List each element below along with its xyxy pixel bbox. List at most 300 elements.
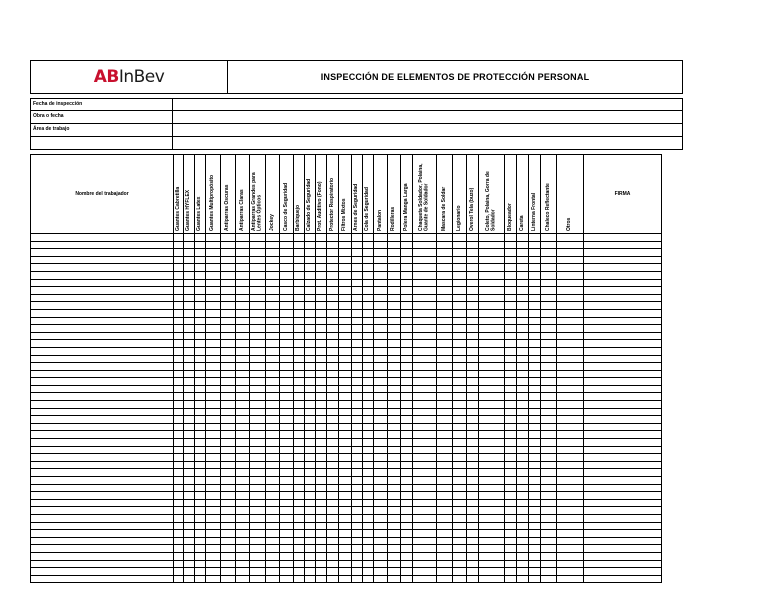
ppe-check-cell[interactable] [479, 401, 505, 409]
ppe-check-cell[interactable] [250, 461, 266, 469]
ppe-check-cell[interactable] [557, 234, 584, 242]
ppe-check-cell[interactable] [505, 325, 517, 333]
ppe-check-cell[interactable] [529, 363, 541, 371]
ppe-check-cell[interactable] [388, 522, 401, 530]
ppe-check-cell[interactable] [327, 454, 339, 462]
ppe-check-cell[interactable] [352, 363, 363, 371]
ppe-check-cell[interactable] [363, 552, 374, 560]
ppe-check-cell[interactable] [374, 560, 388, 568]
ppe-check-cell[interactable] [453, 484, 467, 492]
ppe-check-cell[interactable] [174, 514, 184, 522]
ppe-check-cell[interactable] [413, 340, 437, 348]
ppe-check-cell[interactable] [305, 294, 316, 302]
ppe-check-cell[interactable] [541, 575, 557, 583]
ppe-check-cell[interactable] [316, 469, 327, 477]
ppe-check-cell[interactable] [541, 302, 557, 310]
ppe-check-cell[interactable] [250, 279, 266, 287]
ppe-check-cell[interactable] [236, 477, 250, 485]
ppe-check-cell[interactable] [327, 492, 339, 500]
ppe-check-cell[interactable] [363, 234, 374, 242]
ppe-check-cell[interactable] [305, 522, 316, 530]
ppe-check-cell[interactable] [401, 499, 413, 507]
ppe-check-cell[interactable] [294, 256, 305, 264]
ppe-check-cell[interactable] [388, 241, 401, 249]
ppe-check-cell[interactable] [437, 370, 453, 378]
ppe-check-cell[interactable] [529, 484, 541, 492]
ppe-check-cell[interactable] [479, 340, 505, 348]
ppe-check-cell[interactable] [505, 401, 517, 409]
ppe-check-cell[interactable] [401, 560, 413, 568]
ppe-check-cell[interactable] [437, 317, 453, 325]
ppe-check-cell[interactable] [195, 271, 206, 279]
ppe-check-cell[interactable] [413, 545, 437, 553]
ppe-check-cell[interactable] [453, 507, 467, 515]
ppe-check-cell[interactable] [266, 370, 280, 378]
ppe-check-cell[interactable] [236, 264, 250, 272]
ppe-check-cell[interactable] [352, 271, 363, 279]
ppe-check-cell[interactable] [236, 256, 250, 264]
ppe-check-cell[interactable] [529, 454, 541, 462]
ppe-check-cell[interactable] [517, 537, 529, 545]
ppe-check-cell[interactable] [236, 507, 250, 515]
ppe-check-cell[interactable] [517, 545, 529, 553]
ppe-check-cell[interactable] [327, 385, 339, 393]
ppe-check-cell[interactable] [236, 484, 250, 492]
ppe-check-cell[interactable] [467, 287, 479, 295]
ppe-check-cell[interactable] [316, 317, 327, 325]
ppe-check-cell[interactable] [541, 393, 557, 401]
ppe-check-cell[interactable] [363, 370, 374, 378]
ppe-check-cell[interactable] [327, 423, 339, 431]
ppe-check-cell[interactable] [221, 325, 236, 333]
ppe-check-cell[interactable] [339, 264, 352, 272]
ppe-check-cell[interactable] [388, 552, 401, 560]
ppe-check-cell[interactable] [305, 385, 316, 393]
ppe-check-cell[interactable] [517, 499, 529, 507]
ppe-check-cell[interactable] [453, 294, 467, 302]
ppe-check-cell[interactable] [206, 385, 221, 393]
ppe-check-cell[interactable] [374, 294, 388, 302]
ppe-check-cell[interactable] [413, 560, 437, 568]
ppe-check-cell[interactable] [184, 241, 195, 249]
ppe-check-cell[interactable] [280, 264, 294, 272]
ppe-check-cell[interactable] [413, 431, 437, 439]
ppe-check-cell[interactable] [479, 431, 505, 439]
ppe-check-cell[interactable] [453, 279, 467, 287]
ppe-check-cell[interactable] [401, 249, 413, 257]
ppe-check-cell[interactable] [517, 363, 529, 371]
ppe-check-cell[interactable] [453, 309, 467, 317]
ppe-check-cell[interactable] [352, 423, 363, 431]
ppe-check-cell[interactable] [467, 249, 479, 257]
ppe-check-cell[interactable] [363, 332, 374, 340]
ppe-check-cell[interactable] [557, 287, 584, 295]
ppe-check-cell[interactable] [174, 484, 184, 492]
worker-name-cell[interactable] [31, 325, 174, 333]
ppe-check-cell[interactable] [479, 560, 505, 568]
worker-name-cell[interactable] [31, 560, 174, 568]
ppe-check-cell[interactable] [437, 560, 453, 568]
ppe-check-cell[interactable] [266, 454, 280, 462]
ppe-check-cell[interactable] [294, 393, 305, 401]
ppe-check-cell[interactable] [505, 484, 517, 492]
ppe-check-cell[interactable] [467, 241, 479, 249]
ppe-check-cell[interactable] [174, 302, 184, 310]
ppe-check-cell[interactable] [236, 370, 250, 378]
ppe-check-cell[interactable] [294, 332, 305, 340]
ppe-check-cell[interactable] [437, 234, 453, 242]
ppe-check-cell[interactable] [195, 461, 206, 469]
ppe-check-cell[interactable] [453, 317, 467, 325]
ppe-check-cell[interactable] [374, 537, 388, 545]
ppe-check-cell[interactable] [305, 492, 316, 500]
ppe-check-cell[interactable] [529, 317, 541, 325]
ppe-check-cell[interactable] [557, 560, 584, 568]
ppe-check-cell[interactable] [529, 332, 541, 340]
ppe-check-cell[interactable] [195, 454, 206, 462]
ppe-check-cell[interactable] [250, 423, 266, 431]
ppe-check-cell[interactable] [453, 385, 467, 393]
ppe-check-cell[interactable] [529, 256, 541, 264]
ppe-check-cell[interactable] [453, 234, 467, 242]
ppe-check-cell[interactable] [467, 423, 479, 431]
ppe-check-cell[interactable] [316, 423, 327, 431]
ppe-check-cell[interactable] [374, 340, 388, 348]
ppe-check-cell[interactable] [388, 393, 401, 401]
signature-cell[interactable] [584, 363, 662, 371]
ppe-check-cell[interactable] [195, 264, 206, 272]
ppe-check-cell[interactable] [505, 249, 517, 257]
ppe-check-cell[interactable] [352, 249, 363, 257]
ppe-check-cell[interactable] [206, 264, 221, 272]
ppe-check-cell[interactable] [467, 385, 479, 393]
ppe-check-cell[interactable] [221, 560, 236, 568]
ppe-check-cell[interactable] [280, 431, 294, 439]
ppe-check-cell[interactable] [250, 264, 266, 272]
ppe-check-cell[interactable] [327, 302, 339, 310]
ppe-check-cell[interactable] [374, 393, 388, 401]
ppe-check-cell[interactable] [413, 401, 437, 409]
ppe-check-cell[interactable] [221, 241, 236, 249]
ppe-check-cell[interactable] [236, 332, 250, 340]
signature-cell[interactable] [584, 416, 662, 424]
ppe-check-cell[interactable] [221, 393, 236, 401]
ppe-check-cell[interactable] [339, 401, 352, 409]
ppe-check-cell[interactable] [388, 507, 401, 515]
signature-cell[interactable] [584, 461, 662, 469]
ppe-check-cell[interactable] [250, 234, 266, 242]
ppe-check-cell[interactable] [266, 287, 280, 295]
ppe-check-cell[interactable] [413, 249, 437, 257]
ppe-check-cell[interactable] [339, 363, 352, 371]
ppe-check-cell[interactable] [363, 271, 374, 279]
ppe-check-cell[interactable] [363, 279, 374, 287]
ppe-check-cell[interactable] [505, 241, 517, 249]
ppe-check-cell[interactable] [221, 279, 236, 287]
ppe-check-cell[interactable] [184, 385, 195, 393]
ppe-check-cell[interactable] [174, 568, 184, 576]
signature-cell[interactable] [584, 484, 662, 492]
ppe-check-cell[interactable] [184, 355, 195, 363]
ppe-check-cell[interactable] [184, 264, 195, 272]
ppe-check-cell[interactable] [401, 363, 413, 371]
ppe-check-cell[interactable] [517, 484, 529, 492]
ppe-check-cell[interactable] [339, 340, 352, 348]
ppe-check-cell[interactable] [184, 423, 195, 431]
ppe-check-cell[interactable] [529, 378, 541, 386]
ppe-check-cell[interactable] [557, 309, 584, 317]
ppe-check-cell[interactable] [280, 370, 294, 378]
ppe-check-cell[interactable] [236, 492, 250, 500]
ppe-check-cell[interactable] [316, 385, 327, 393]
ppe-check-cell[interactable] [305, 499, 316, 507]
ppe-check-cell[interactable] [266, 514, 280, 522]
ppe-check-cell[interactable] [294, 446, 305, 454]
ppe-check-cell[interactable] [352, 416, 363, 424]
ppe-check-cell[interactable] [316, 408, 327, 416]
ppe-check-cell[interactable] [363, 423, 374, 431]
ppe-check-cell[interactable] [541, 560, 557, 568]
ppe-check-cell[interactable] [206, 499, 221, 507]
ppe-check-cell[interactable] [294, 568, 305, 576]
signature-cell[interactable] [584, 507, 662, 515]
ppe-check-cell[interactable] [401, 378, 413, 386]
ppe-check-cell[interactable] [316, 370, 327, 378]
ppe-check-cell[interactable] [221, 370, 236, 378]
ppe-check-cell[interactable] [221, 507, 236, 515]
ppe-check-cell[interactable] [280, 340, 294, 348]
ppe-check-cell[interactable] [557, 317, 584, 325]
ppe-check-cell[interactable] [413, 317, 437, 325]
ppe-check-cell[interactable] [221, 499, 236, 507]
signature-cell[interactable] [584, 492, 662, 500]
ppe-check-cell[interactable] [184, 439, 195, 447]
ppe-check-cell[interactable] [294, 431, 305, 439]
ppe-check-cell[interactable] [453, 378, 467, 386]
ppe-check-cell[interactable] [374, 256, 388, 264]
ppe-check-cell[interactable] [305, 279, 316, 287]
ppe-check-cell[interactable] [294, 347, 305, 355]
ppe-check-cell[interactable] [327, 522, 339, 530]
ppe-check-cell[interactable] [388, 446, 401, 454]
ppe-check-cell[interactable] [221, 271, 236, 279]
ppe-check-cell[interactable] [467, 355, 479, 363]
worker-name-cell[interactable] [31, 401, 174, 409]
ppe-check-cell[interactable] [266, 423, 280, 431]
ppe-check-cell[interactable] [505, 522, 517, 530]
ppe-check-cell[interactable] [467, 522, 479, 530]
ppe-check-cell[interactable] [413, 461, 437, 469]
ppe-check-cell[interactable] [363, 439, 374, 447]
ppe-check-cell[interactable] [517, 454, 529, 462]
ppe-check-cell[interactable] [529, 309, 541, 317]
ppe-check-cell[interactable] [374, 545, 388, 553]
ppe-check-cell[interactable] [316, 492, 327, 500]
ppe-check-cell[interactable] [236, 241, 250, 249]
ppe-check-cell[interactable] [529, 401, 541, 409]
ppe-check-cell[interactable] [327, 401, 339, 409]
ppe-check-cell[interactable] [529, 477, 541, 485]
ppe-check-cell[interactable] [541, 537, 557, 545]
ppe-check-cell[interactable] [339, 454, 352, 462]
ppe-check-cell[interactable] [467, 575, 479, 583]
ppe-check-cell[interactable] [339, 241, 352, 249]
ppe-check-cell[interactable] [280, 507, 294, 515]
ppe-check-cell[interactable] [221, 461, 236, 469]
ppe-check-cell[interactable] [541, 568, 557, 576]
ppe-check-cell[interactable] [437, 340, 453, 348]
ppe-check-cell[interactable] [294, 492, 305, 500]
ppe-check-cell[interactable] [195, 477, 206, 485]
ppe-check-cell[interactable] [352, 355, 363, 363]
ppe-check-cell[interactable] [206, 477, 221, 485]
ppe-check-cell[interactable] [195, 347, 206, 355]
ppe-check-cell[interactable] [184, 530, 195, 538]
ppe-check-cell[interactable] [505, 287, 517, 295]
ppe-check-cell[interactable] [266, 522, 280, 530]
ppe-check-cell[interactable] [453, 241, 467, 249]
ppe-check-cell[interactable] [467, 347, 479, 355]
ppe-check-cell[interactable] [327, 537, 339, 545]
ppe-check-cell[interactable] [413, 499, 437, 507]
ppe-check-cell[interactable] [363, 461, 374, 469]
ppe-check-cell[interactable] [206, 514, 221, 522]
ppe-check-cell[interactable] [195, 522, 206, 530]
ppe-check-cell[interactable] [266, 234, 280, 242]
ppe-check-cell[interactable] [557, 385, 584, 393]
ppe-check-cell[interactable] [541, 234, 557, 242]
ppe-check-cell[interactable] [437, 537, 453, 545]
ppe-check-cell[interactable] [206, 393, 221, 401]
ppe-check-cell[interactable] [236, 294, 250, 302]
ppe-check-cell[interactable] [437, 271, 453, 279]
ppe-check-cell[interactable] [250, 249, 266, 257]
ppe-check-cell[interactable] [401, 355, 413, 363]
ppe-check-cell[interactable] [221, 484, 236, 492]
ppe-check-cell[interactable] [374, 249, 388, 257]
signature-cell[interactable] [584, 575, 662, 583]
ppe-check-cell[interactable] [453, 530, 467, 538]
ppe-check-cell[interactable] [352, 469, 363, 477]
ppe-check-cell[interactable] [236, 446, 250, 454]
ppe-check-cell[interactable] [557, 408, 584, 416]
ppe-check-cell[interactable] [505, 363, 517, 371]
ppe-check-cell[interactable] [437, 492, 453, 500]
ppe-check-cell[interactable] [517, 423, 529, 431]
ppe-check-cell[interactable] [388, 378, 401, 386]
ppe-check-cell[interactable] [374, 484, 388, 492]
ppe-check-cell[interactable] [363, 249, 374, 257]
ppe-check-cell[interactable] [206, 575, 221, 583]
ppe-check-cell[interactable] [236, 317, 250, 325]
ppe-check-cell[interactable] [352, 507, 363, 515]
ppe-check-cell[interactable] [327, 568, 339, 576]
ppe-check-cell[interactable] [517, 325, 529, 333]
ppe-check-cell[interactable] [479, 302, 505, 310]
ppe-check-cell[interactable] [352, 545, 363, 553]
ppe-check-cell[interactable] [363, 537, 374, 545]
ppe-check-cell[interactable] [453, 552, 467, 560]
ppe-check-cell[interactable] [529, 408, 541, 416]
ppe-check-cell[interactable] [437, 264, 453, 272]
signature-cell[interactable] [584, 431, 662, 439]
ppe-check-cell[interactable] [374, 507, 388, 515]
ppe-check-cell[interactable] [517, 568, 529, 576]
ppe-check-cell[interactable] [453, 408, 467, 416]
ppe-check-cell[interactable] [266, 264, 280, 272]
signature-cell[interactable] [584, 522, 662, 530]
ppe-check-cell[interactable] [221, 575, 236, 583]
ppe-check-cell[interactable] [280, 332, 294, 340]
ppe-check-cell[interactable] [517, 439, 529, 447]
ppe-check-cell[interactable] [479, 249, 505, 257]
ppe-check-cell[interactable] [250, 401, 266, 409]
ppe-check-cell[interactable] [517, 469, 529, 477]
ppe-check-cell[interactable] [505, 552, 517, 560]
ppe-check-cell[interactable] [352, 446, 363, 454]
ppe-check-cell[interactable] [388, 575, 401, 583]
ppe-check-cell[interactable] [206, 401, 221, 409]
ppe-check-cell[interactable] [374, 439, 388, 447]
ppe-check-cell[interactable] [206, 530, 221, 538]
ppe-check-cell[interactable] [505, 537, 517, 545]
worker-name-cell[interactable] [31, 537, 174, 545]
ppe-check-cell[interactable] [363, 340, 374, 348]
signature-cell[interactable] [584, 378, 662, 386]
ppe-check-cell[interactable] [184, 537, 195, 545]
ppe-check-cell[interactable] [557, 499, 584, 507]
ppe-check-cell[interactable] [294, 234, 305, 242]
ppe-check-cell[interactable] [453, 439, 467, 447]
ppe-check-cell[interactable] [206, 325, 221, 333]
ppe-check-cell[interactable] [467, 340, 479, 348]
ppe-check-cell[interactable] [305, 446, 316, 454]
ppe-check-cell[interactable] [413, 484, 437, 492]
ppe-check-cell[interactable] [479, 279, 505, 287]
ppe-check-cell[interactable] [327, 545, 339, 553]
ppe-check-cell[interactable] [352, 560, 363, 568]
ppe-check-cell[interactable] [339, 484, 352, 492]
ppe-check-cell[interactable] [294, 271, 305, 279]
signature-cell[interactable] [584, 568, 662, 576]
ppe-check-cell[interactable] [294, 499, 305, 507]
ppe-check-cell[interactable] [352, 454, 363, 462]
ppe-check-cell[interactable] [195, 439, 206, 447]
signature-cell[interactable] [584, 332, 662, 340]
ppe-check-cell[interactable] [236, 454, 250, 462]
ppe-check-cell[interactable] [401, 545, 413, 553]
ppe-check-cell[interactable] [184, 317, 195, 325]
ppe-check-cell[interactable] [479, 492, 505, 500]
ppe-check-cell[interactable] [294, 439, 305, 447]
ppe-check-cell[interactable] [305, 401, 316, 409]
ppe-check-cell[interactable] [541, 317, 557, 325]
ppe-check-cell[interactable] [505, 492, 517, 500]
ppe-check-cell[interactable] [541, 256, 557, 264]
ppe-check-cell[interactable] [413, 454, 437, 462]
ppe-check-cell[interactable] [352, 431, 363, 439]
ppe-check-cell[interactable] [388, 454, 401, 462]
signature-cell[interactable] [584, 241, 662, 249]
ppe-check-cell[interactable] [388, 530, 401, 538]
ppe-check-cell[interactable] [266, 401, 280, 409]
ppe-check-cell[interactable] [250, 446, 266, 454]
ppe-check-cell[interactable] [174, 408, 184, 416]
ppe-check-cell[interactable] [517, 264, 529, 272]
ppe-check-cell[interactable] [327, 271, 339, 279]
ppe-check-cell[interactable] [517, 294, 529, 302]
ppe-check-cell[interactable] [374, 271, 388, 279]
